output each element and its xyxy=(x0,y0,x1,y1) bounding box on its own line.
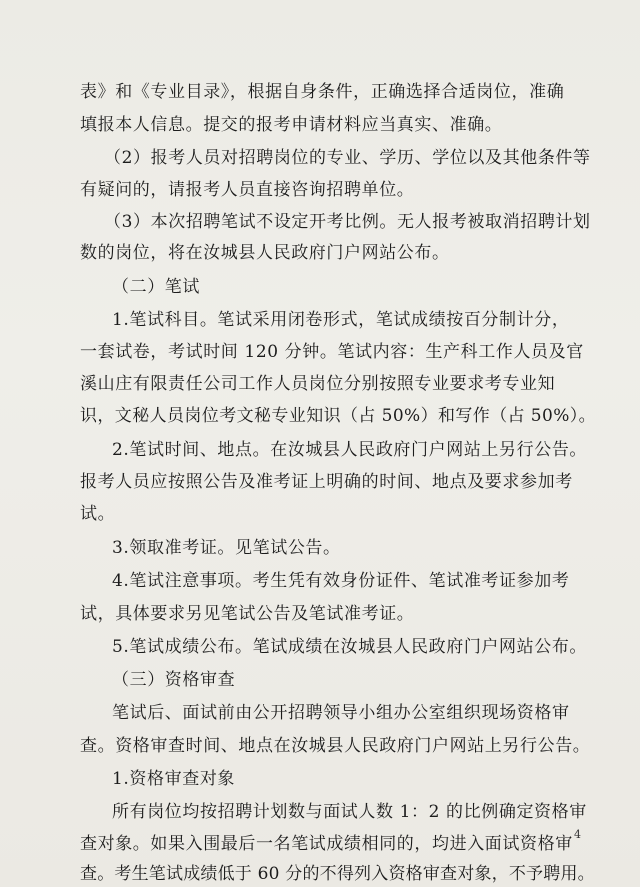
sub-heading: 1.资格审查对象 xyxy=(112,769,236,789)
body-text-line: （3）本次招聘笔试不设定开考比例。无人报考被取消招聘计划 xyxy=(104,212,591,232)
body-text-line: （2）报考人员对招聘岗位的专业、学历、学位以及其他条件等 xyxy=(104,148,591,168)
body-text-line: 报考人员应按照公告及准考证上明确的时间、地点及要求参加考 xyxy=(80,472,573,492)
page-number: 4 xyxy=(574,828,581,841)
body-text-line: 1.笔试科目。笔试采用闭卷形式，笔试成绩按百分制计分， xyxy=(112,310,570,330)
body-text-line: 3.领取准考证。见笔试公告。 xyxy=(112,538,341,558)
body-text-line: 数的岗位，将在汝城县人民政府门户网站公布。 xyxy=(80,243,450,263)
section-heading: （三）资格审查 xyxy=(112,670,236,690)
body-text-line: 识，文秘人员岗位考文秘专业知识（占 50%）和写作（占 50%）。 xyxy=(80,406,597,426)
body-text-line: 查。资格审查时间、地点在汝城县人民政府门户网站上另行公告。 xyxy=(80,736,591,756)
body-text-line: 查。考生笔试成绩低于 60 分的不得列入资格审查对象，不予聘用。 xyxy=(80,864,595,884)
body-text-line: 查对象。如果入围最后一名笔试成绩相同的，均进入面试资格审 xyxy=(80,834,573,854)
body-text-line: 表》和《专业目录》，根据自身条件，正确选择合适岗位，准确 xyxy=(80,82,565,102)
body-text-line: 有疑问的，请报考人员直接咨询招聘单位。 xyxy=(80,180,415,200)
body-text-line: 4.笔试注意事项。考生凭有效身份证件、笔试准考证参加考 xyxy=(112,571,570,591)
body-text-line: 5.笔试成绩公布。笔试成绩在汝城县人民政府门户网站公布。 xyxy=(112,637,588,657)
body-text-line: 笔试后、面试前由公开招聘领导小组办公室组织现场资格审 xyxy=(112,703,570,723)
body-text-line: 试。 xyxy=(80,504,116,524)
body-text-line: 所有岗位均按招聘计划数与面试人数 1：2 的比例确定资格审 xyxy=(112,802,587,822)
section-heading: （二）笔试 xyxy=(112,277,200,297)
body-text-line: 试，具体要求另见笔试公告及笔试准考证。 xyxy=(80,604,415,624)
body-text-line: 填报本人信息。提交的报考申请材料应当真实、准确。 xyxy=(80,115,503,135)
body-text-line: 一套试卷，考试时间 120 分钟。笔试内容：生产科工作人员及官 xyxy=(80,342,584,362)
body-text-line: 溪山庄有限责任公司工作人员岗位分别按照专业要求考专业知 xyxy=(80,374,556,394)
body-text-line: 2.笔试时间、地点。在汝城县人民政府门户网站上另行公告。 xyxy=(112,440,588,460)
